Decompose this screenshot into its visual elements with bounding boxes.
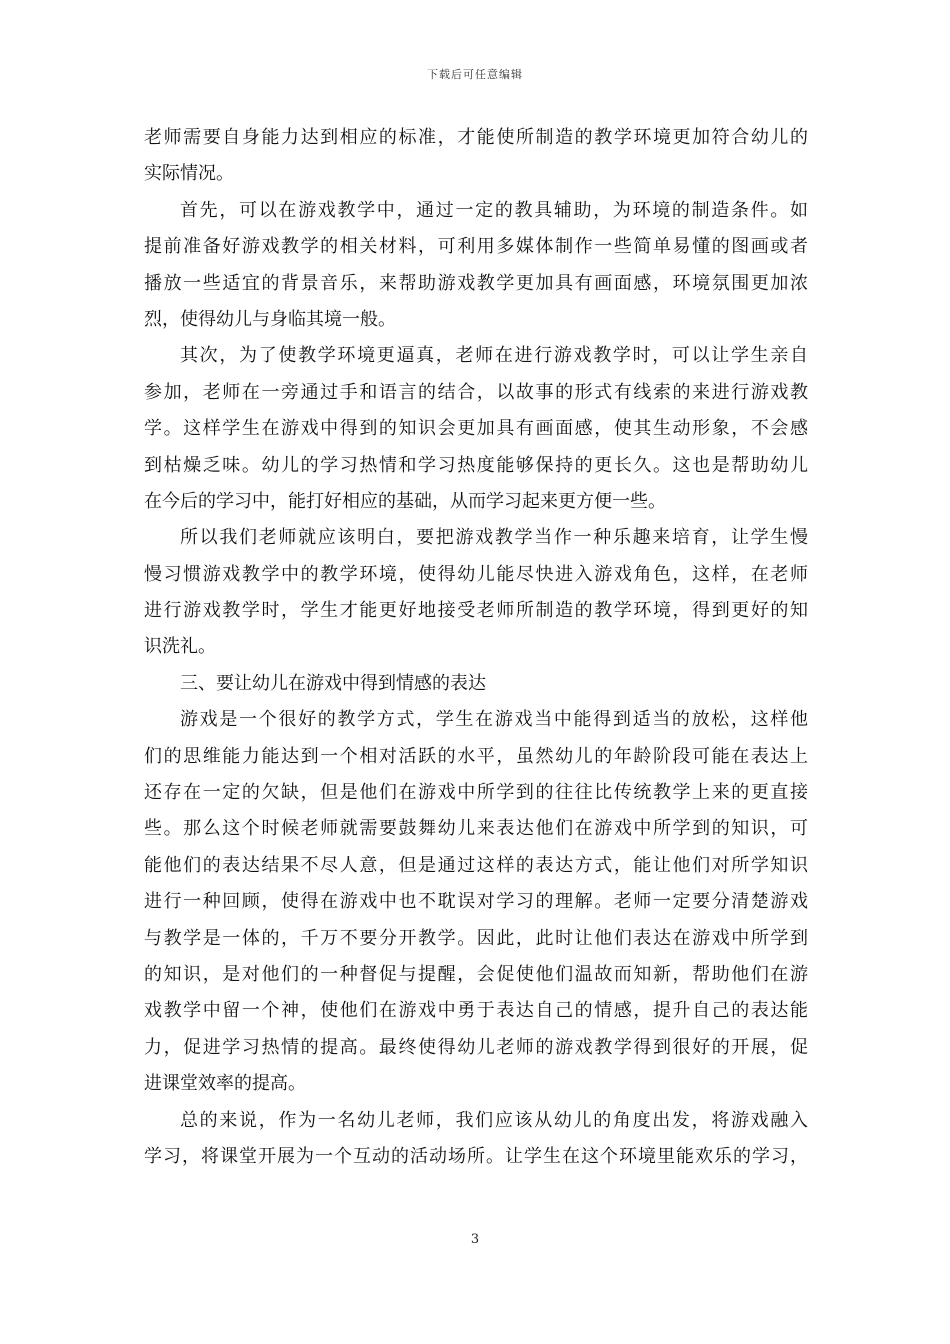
text-line: 到枯燥乏味。幼儿的学习热情和学习热度能够保持的更长久。这也是帮助幼儿 xyxy=(144,454,808,476)
text-line: 戏教学中留一个神，使他们在游戏中勇于表达自己的情感，提升自己的表达能 xyxy=(144,1000,808,1022)
text-line: 进课堂效率的提高。 xyxy=(144,1073,306,1095)
text-line: 学习，将课堂开展为一个互动的活动场所。让学生在这个环境里能欢乐的学习， xyxy=(144,1145,808,1167)
text-line: 们的思维能力能达到一个相对活跃的水平，虽然幼儿的年龄阶段可能在表达上 xyxy=(144,745,808,767)
text-line: 提前准备好游戏教学的相关材料，可利用多媒体制作一些简单易懂的图画或者 xyxy=(144,236,808,258)
text-line: 的知识，是对他们的一种督促与提醒，会促使他们温故而知新，帮助他们在游 xyxy=(144,963,808,985)
page-header: 下载后可任意编辑 xyxy=(427,68,523,81)
text-line: 在今后的学习中，能打好相应的基础，从而学习起来更方便一些。 xyxy=(144,490,666,512)
text-line: 所以我们老师就应该明白，要把游戏教学当作一种乐趣来培育，让学生慢 xyxy=(180,527,808,549)
text-line: 实际情况。 xyxy=(144,163,234,185)
text-line: 游戏是一个很好的教学方式，学生在游戏当中能得到适当的放松，这样他 xyxy=(180,709,808,731)
text-line: 些。那么这个时候老师就需要鼓舞幼儿来表达他们在游戏中所学到的知识，可 xyxy=(144,818,808,840)
text-line: 与教学是一体的，千万不要分开教学。因此，此时让他们表达在游戏中所学到 xyxy=(144,927,808,949)
text-line: 识洗礼。 xyxy=(144,636,216,658)
text-line: 老师需要自身能力达到相应的标准，才能使所制造的教学环境更加符合幼儿的 xyxy=(144,127,808,148)
text-line: 学。这样学生在游戏中得到的知识会更加具有画面感，使其生动形象，不会感 xyxy=(144,418,808,440)
text-line: 力，促进学习热情的提高。最终使得幼儿老师的游戏教学得到很好的开展，促 xyxy=(144,1036,808,1058)
text-line: 进行游戏教学时，学生才能更好地接受老师所制造的教学环境，得到更好的知 xyxy=(144,600,808,622)
text-line: 播放一些适宜的背景音乐，来帮助游戏教学更加具有画面感，环境氛围更加浓 xyxy=(144,272,808,294)
text-line: 能他们的表达结果不尽人意，但是通过这样的表达方式，能让他们对所学知识 xyxy=(144,854,808,876)
page-number: 3 xyxy=(470,1232,480,1247)
section-heading: 三、要让幼儿在游戏中得到情感的表达 xyxy=(180,672,486,694)
text-line: 烈，使得幼儿与身临其境一般。 xyxy=(144,308,396,330)
text-line: 首先，可以在游戏教学中，通过一定的教具辅助，为环境的制造条件。如 xyxy=(180,199,808,221)
text-line: 进行一种回顾，使得在游戏中也不耽误对学习的理解。老师一定要分清楚游戏 xyxy=(144,891,808,913)
text-line: 参加，老师在一旁通过手和语言的结合，以故事的形式有线索的来进行游戏教 xyxy=(144,381,808,403)
text-line: 慢习惯游戏教学中的教学环境，使得幼儿能尽快进入游戏角色，这样，在老师 xyxy=(144,563,808,585)
text-line: 其次，为了使教学环境更逼真，老师在进行游戏教学时，可以让学生亲自 xyxy=(180,345,808,367)
document-body xyxy=(144,120,808,1175)
text-line: 总的来说，作为一名幼儿老师，我们应该从幼儿的角度出发，将游戏融入 xyxy=(180,1109,808,1131)
text-line: 还存在一定的欠缺，但是他们在游戏中所学到的往往比传统教学上来的更直接 xyxy=(144,782,808,804)
